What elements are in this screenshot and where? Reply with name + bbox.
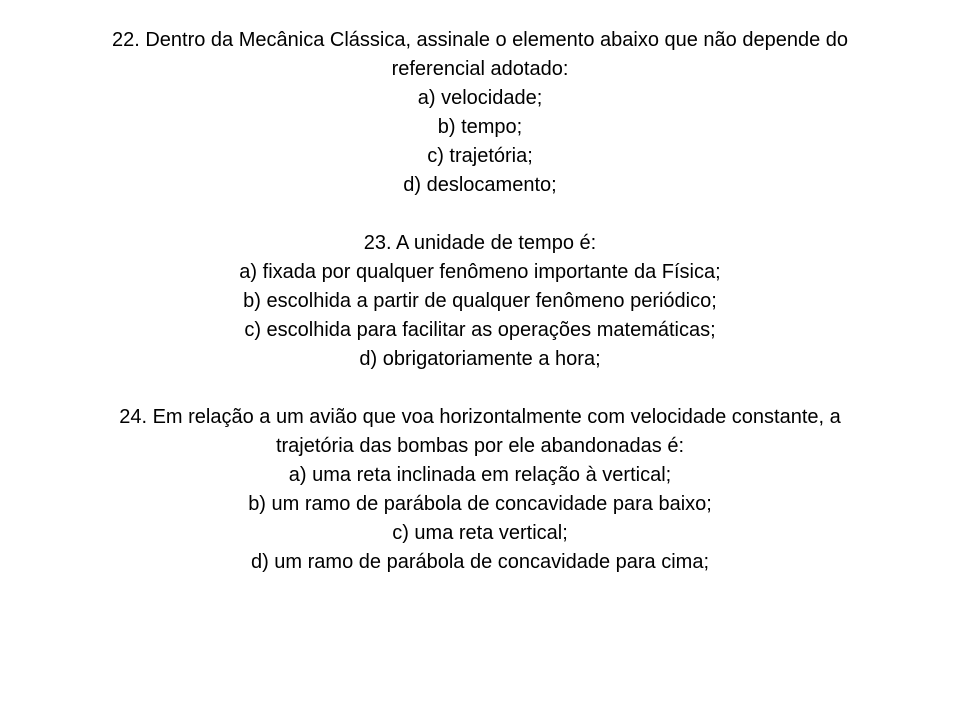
question-23-option-c: c) escolhida para facilitar as operações matemáticas; <box>244 319 716 341</box>
question-24-option-a: a) uma reta inclinada em relação à vertical; <box>288 464 672 486</box>
question-22-option-b: b) tempo; <box>437 116 523 138</box>
spacer <box>20 374 940 403</box>
question-23-stem-line-1: 23. A unidade de tempo é: <box>363 232 597 254</box>
spacer <box>20 200 940 229</box>
question-22-stem-line-1: 22. Dentro da Mecânica Clássica, assinale o elemento abaixo que não depende do <box>111 29 849 51</box>
slide-content <box>20 26 940 577</box>
question-24-option-b: b) um ramo de parábola de concavidade para baixo; <box>248 493 712 515</box>
question-22-option-a: a) velocidade; <box>417 87 543 109</box>
question-23-option-a: a) fixada por qualquer fenômeno importante da Física; <box>239 261 721 283</box>
question-23-option-d: d) obrigatoriamente a hora; <box>359 348 601 370</box>
question-23 <box>20 229 940 374</box>
question-24 <box>20 403 940 577</box>
question-24-stem-line-2: trajetória das bombas por ele abandonadas é: <box>275 435 685 457</box>
question-23-option-b: b) escolhida a partir de qualquer fenômeno periódico; <box>243 290 717 312</box>
question-24-option-d: d) um ramo de parábola de concavidade para cima; <box>250 551 710 573</box>
question-22-stem-line-2: referencial adotado: <box>391 58 569 80</box>
question-22-option-d: d) deslocamento; <box>403 174 557 196</box>
question-22 <box>20 26 940 200</box>
question-22-option-c: c) trajetória; <box>427 145 533 167</box>
question-24-option-c: c) uma reta vertical; <box>392 522 568 544</box>
question-24-stem-line-1: 24. Em relação a um avião que voa horizontalmente com velocidade constante, a <box>119 406 841 428</box>
